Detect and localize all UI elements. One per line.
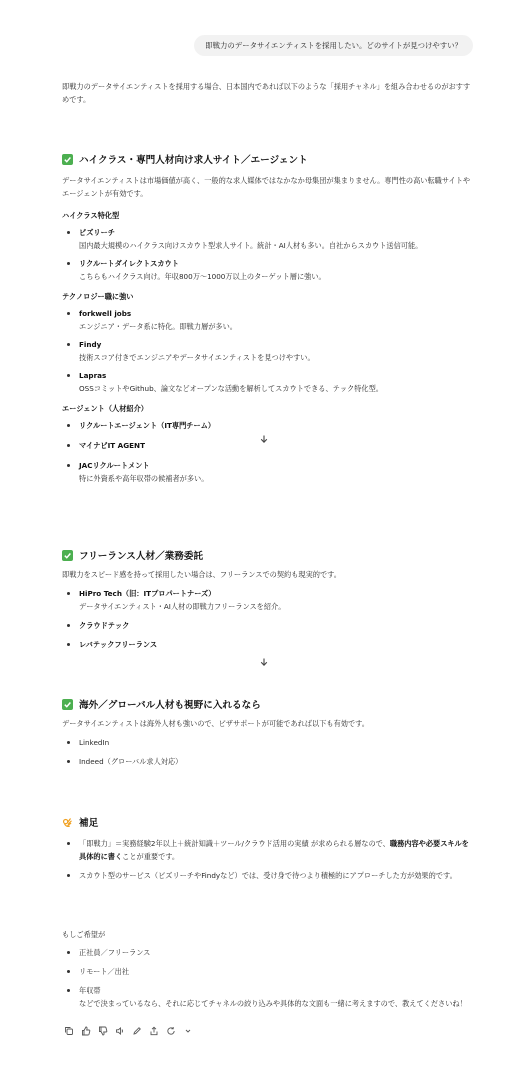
message-action-bar (62, 1024, 194, 1037)
arrow-down-icon (259, 657, 269, 667)
service-name: リクルートエージェント（IT専門チーム） (79, 421, 216, 430)
copy-button[interactable] (62, 1024, 75, 1037)
group-agent-title: エージェント（人材紹介） (62, 404, 148, 413)
service-desc: エンジニア・データ系に特化。即戦力層が多い。 (79, 322, 237, 331)
list-item (62, 226, 472, 252)
user-message-text: 即戦力のデータサイエンティストを採用したい。どのサイトが見つけやすい？ (205, 41, 462, 50)
service-desc: こちらもハイクラス向け。年収800万〜1000万以上のターゲット層に強い。 (79, 272, 326, 281)
list-item: リモート／出社 (62, 965, 472, 978)
service-name: forkwell jobs (79, 309, 132, 318)
closing-tail: などで決まっているなら、それに応じてチャネルの絞り込みや具体的な文面も一緒に考えますので、教えてくださいね！ (79, 999, 467, 1008)
copy-icon (64, 1026, 74, 1036)
global-list (62, 736, 472, 768)
check-box-icon (62, 699, 73, 710)
thumbs-up-button[interactable] (79, 1024, 92, 1037)
list-item (62, 638, 472, 651)
user-message-bubble (194, 35, 473, 56)
list-item (62, 587, 472, 613)
section-freelance-desc: 即戦力をスピード感を持って採用したい場合は、フリーランスでの契約も現実的です。 (62, 570, 341, 579)
check-box-icon (62, 550, 73, 561)
note-text: ことが重要です。 (122, 852, 180, 861)
more-options-button[interactable] (181, 1024, 194, 1037)
section-title-text: 海外／グローバル人材も視野に入れるなら (79, 700, 261, 711)
pencil-icon (132, 1026, 142, 1036)
list-item (62, 369, 472, 395)
closing-lead: もしご希望が (62, 930, 106, 939)
share-button[interactable] (147, 1024, 160, 1037)
thumbs-down-button[interactable] (96, 1024, 109, 1037)
scroll-down-button[interactable] (257, 432, 271, 446)
list-item (62, 619, 472, 632)
section-global-title (62, 697, 472, 711)
group-highclass-list (62, 226, 472, 283)
list-item: 正社員／フリーランス (62, 946, 472, 959)
list-item: Indeed（グローバル求人対応） (62, 755, 472, 768)
thumbs-down-icon (98, 1026, 108, 1036)
service-desc: データサイエンティスト・AI人材の即戦力フリーランスを紹介。 (79, 602, 286, 611)
section-title-text: ハイクラス・専門人材向け求人サイト／エージェント (79, 155, 308, 166)
list-item (62, 257, 472, 283)
service-name: リクルートダイレクトスカウト (79, 259, 179, 268)
regenerate-button[interactable] (164, 1024, 177, 1037)
notes-list (62, 837, 472, 882)
read-aloud-button[interactable] (113, 1024, 126, 1037)
refresh-icon (166, 1026, 176, 1036)
service-name: ビズリーチ (79, 228, 115, 237)
freelance-list (62, 587, 472, 651)
section-notes (62, 815, 472, 882)
service-desc: OSSコミットやGithub、論文などオープンな活動を解析してスカウトできる、テック特化型。 (79, 384, 383, 393)
section-global (62, 697, 472, 768)
list-item (62, 419, 472, 432)
service-name: マイナビIT AGENT (79, 441, 145, 450)
section-highclass-title (62, 152, 472, 166)
speaker-icon (115, 1026, 125, 1036)
list-item (62, 307, 472, 333)
service-name: Findy (79, 340, 102, 349)
closing-list (62, 946, 472, 997)
check-box-icon (62, 154, 73, 165)
service-name: クラウドテック (79, 621, 130, 630)
list-item (62, 338, 472, 364)
section-title-text: フリーランス人材／業務委託 (79, 551, 204, 562)
group-agent-list (62, 419, 472, 485)
section-global-desc: データサイエンティストは海外人材も強いので、ビザサポートが可能であれば以下も有効です。 (62, 719, 369, 728)
chevron-down-icon (183, 1026, 193, 1036)
edit-button[interactable] (130, 1024, 143, 1037)
ok-hand-icon (62, 817, 73, 828)
section-notes-title (62, 815, 472, 829)
list-item (62, 459, 472, 485)
list-item: スカウト型のサービス（ビズリーチやFindyなど）では、受け身で待つより積極的にアプローチした方が効果的です。 (62, 869, 472, 882)
group-highclass-title: ハイクラス特化型 (62, 211, 120, 220)
arrow-down-icon (259, 434, 269, 444)
section-highclass-desc: データサイエンティストは市場価値が高く、一般的な求人媒体ではなかなか母集団が集まりません。専門性の高い転職サイトやエージェントが有効です。 (62, 176, 471, 198)
thumbs-up-icon (81, 1026, 91, 1036)
section-freelance-title (62, 548, 472, 562)
service-name: レバテックフリーランス (79, 640, 158, 649)
service-name: JACリクルートメント (79, 461, 150, 470)
list-item: LinkedIn (62, 736, 472, 749)
service-desc: 特に外資系や高年収帯の候補者が多い。 (79, 474, 209, 483)
service-desc: 国内最大規模のハイクラス向けスカウト型求人サイト。統計・AI人材も多い。自社からスカウト送信可能。 (79, 241, 423, 250)
closing (62, 928, 472, 1010)
scroll-down-button[interactable] (257, 655, 271, 669)
note-bold-text: 職務内容や必要スキルを具体的に書く (79, 839, 469, 861)
section-freelance (62, 548, 472, 651)
share-icon (149, 1026, 159, 1036)
service-name: Lapras (79, 371, 107, 380)
note-text: 「即戦力」＝実務経験2年以上＋統計知識＋ツール/クラウド活用の実績 が求められる層なので、 (79, 839, 390, 848)
group-tech-list (62, 307, 472, 395)
section-title-text: 補足 (79, 818, 99, 829)
group-tech-title: テクノロジー職に強い (62, 292, 134, 301)
intro-text: 即戦力のデータサイエンティストを採用する場合、日本国内であれば以下のような「採用チャネル」を組み合わせるのがおすすめです。 (62, 82, 471, 104)
service-name: HiPro Tech（旧：ITプロパートナーズ） (79, 589, 216, 598)
service-desc: 技術スコア付きでエンジニアやデータサイエンティストを見つけやすい。 (79, 353, 315, 362)
list-item: 年収帯 (62, 984, 472, 997)
list-item (62, 837, 472, 863)
